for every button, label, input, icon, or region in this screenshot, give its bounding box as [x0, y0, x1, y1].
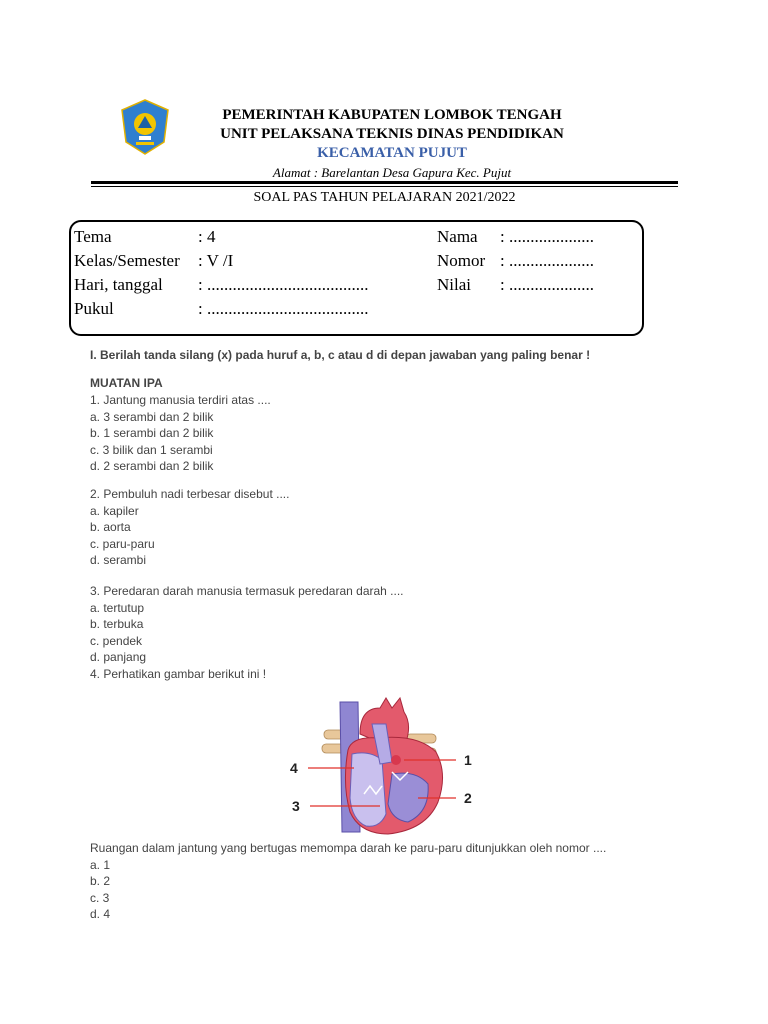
header-address: Alamat : Barelantan Desa Gapura Kec. Pujut	[272, 165, 512, 180]
header-rule-thin	[91, 186, 678, 187]
option-c[interactable]: c. pendek	[90, 633, 143, 648]
letterhead	[192, 106, 592, 182]
nilai-value[interactable]: : ....................	[500, 275, 594, 294]
nama-label: Nama	[437, 227, 478, 246]
nomor-label: Nomor	[437, 251, 486, 270]
tema-label: Tema	[74, 227, 112, 246]
question-text: 2. Pembuluh nadi terbesar disebut ....	[90, 487, 290, 501]
figure-label-3: 3	[292, 798, 300, 814]
header-line-1: PEMERINTAH KABUPATEN LOMBOK TENGAH	[222, 107, 562, 123]
header-line-2: UNIT PELAKSANA TEKNIS DINAS PENDIDIKAN	[220, 126, 564, 142]
header-rule-thick	[91, 181, 678, 184]
option-c[interactable]: c. paru-paru	[90, 536, 155, 551]
pukul-label: Pukul	[74, 299, 114, 318]
figure-label-4: 4	[290, 760, 298, 776]
nilai-label: Nilai	[437, 275, 471, 294]
figure-label-1: 1	[464, 752, 472, 768]
question-text: Ruangan dalam jantung yang bertugas memompa darah ke paru-paru ditunjukkan oleh nomor ....	[90, 841, 607, 855]
kelas-value: : V /I	[198, 251, 234, 270]
exam-title: SOAL PAS TAHUN PELAJARAN 2021/2022	[253, 190, 516, 205]
option-a[interactable]: a. 3 serambi dan 2 bilik	[90, 409, 214, 424]
option-c[interactable]: c. 3 bilik dan 1 serambi	[90, 442, 213, 457]
question-4-text: 4. Perhatikan gambar berikut ini !	[90, 666, 267, 681]
question-2	[90, 486, 289, 569]
header-line-3: KECAMATAN PUJUT	[317, 145, 467, 161]
option-b[interactable]: b. 2	[90, 874, 111, 888]
option-b[interactable]: b. aorta	[90, 520, 131, 534]
option-a[interactable]: a. tertutup	[90, 600, 145, 615]
option-b[interactable]: b. terbuka	[90, 617, 144, 631]
nama-value[interactable]: : ....................	[500, 227, 594, 246]
option-a[interactable]: a. kapiler	[90, 503, 139, 518]
option-b[interactable]: b. 1 serambi dan 2 bilik	[90, 426, 214, 440]
tut-wuri-handayani-logo	[118, 98, 172, 156]
kelas-label: Kelas/Semester	[74, 251, 180, 270]
nomor-value[interactable]: : ....................	[500, 251, 594, 270]
option-d[interactable]: d. 2 serambi dan 2 bilik	[90, 459, 214, 473]
question-text: 3. Peredaran darah manusia termasuk peredaran darah ....	[90, 584, 404, 598]
valve-aortic	[391, 755, 401, 765]
question-text: 1. Jantung manusia terdiri atas ....	[90, 393, 271, 407]
section-title: MUATAN IPA	[90, 376, 163, 390]
pukul-value[interactable]: : ......................................	[198, 299, 369, 318]
figure-label-2: 2	[464, 790, 472, 806]
question-1	[90, 392, 271, 475]
option-d[interactable]: d. serambi	[90, 553, 147, 567]
hari-value[interactable]: : ......................................	[198, 275, 369, 294]
question-3	[90, 583, 404, 682]
option-d[interactable]: d. 4	[90, 907, 111, 921]
question-4	[90, 840, 606, 923]
option-a[interactable]: a. 1	[90, 857, 111, 872]
option-c[interactable]: c. 3	[90, 890, 110, 905]
instruction-text: I. Berilah tanda silang (x) pada huruf a, b, c atau d di depan jawaban yang paling benar !	[90, 348, 591, 362]
option-d[interactable]: d. panjang	[90, 650, 147, 664]
heart-diagram	[288, 694, 488, 840]
hari-label: Hari, tanggal	[74, 275, 163, 294]
tema-value: : 4	[198, 227, 216, 246]
